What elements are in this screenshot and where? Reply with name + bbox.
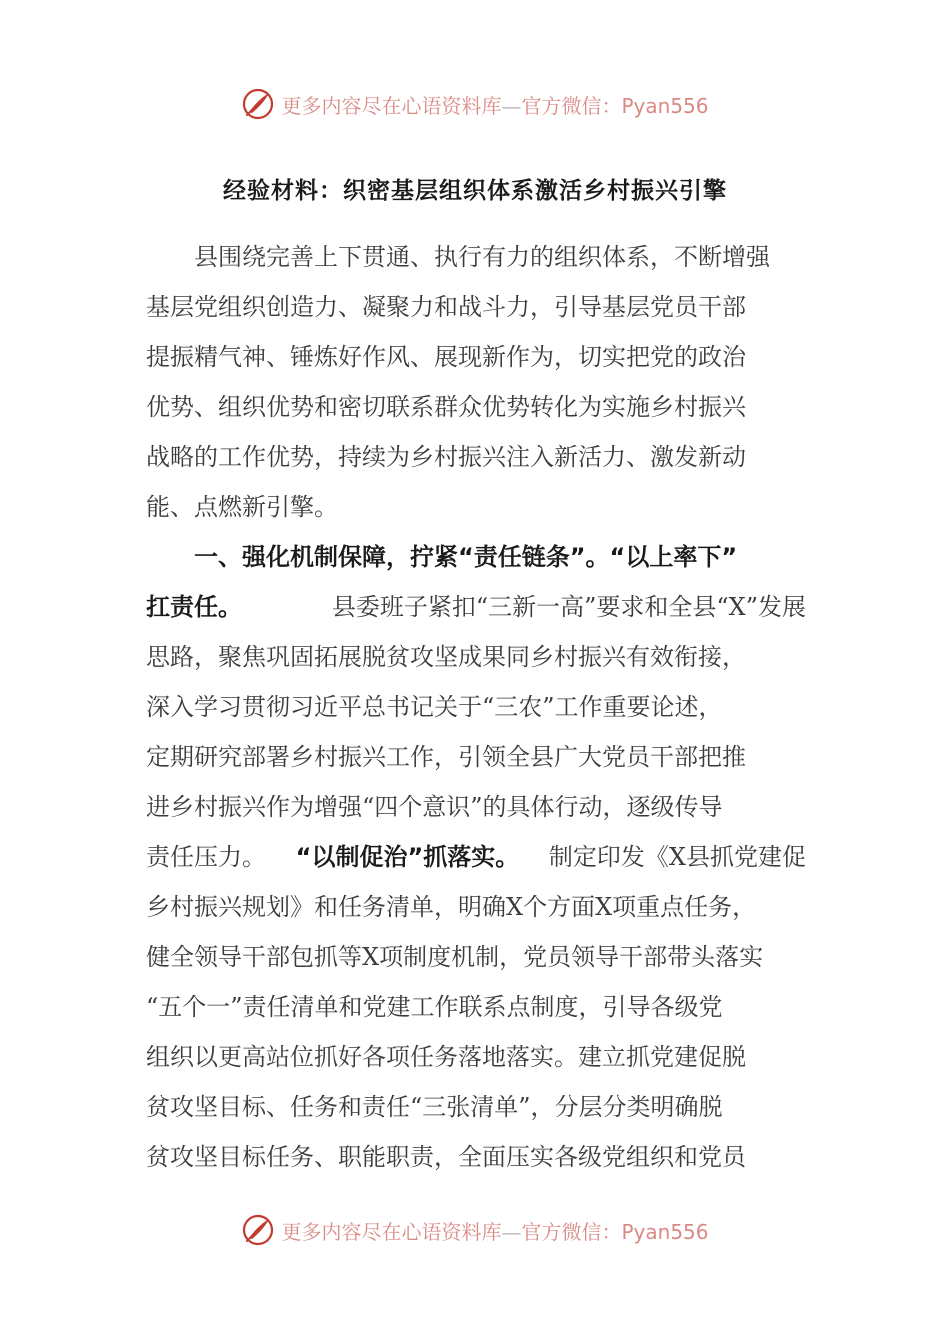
watermark-separator: —	[501, 93, 522, 118]
quill-logo-icon	[241, 1213, 275, 1247]
watermark-wechat-id: Pyan556	[621, 1219, 709, 1244]
body-line-rest: 县委班子紧扣“三新一高”要求和全县“X”发展	[331, 593, 806, 621]
body-line: 优势、组织优势和密切联系群众优势转化为实施乡村振兴	[146, 393, 746, 421]
document-title: 经验材料：织密基层组织体系激活乡村振兴引擎	[223, 178, 727, 204]
body-line-start: 责任压力。	[146, 843, 266, 871]
footer-watermark	[0, 1210, 950, 1250]
watermark-label: 官方微信：	[521, 1219, 622, 1244]
header-watermark	[0, 84, 950, 124]
body-line: 乡村振兴规划》和任务清单，明确X个方面X项重点任务，	[146, 893, 757, 921]
subheading-inline: “以制促治”抓落实。	[295, 843, 520, 871]
body-line: 贫攻坚目标、任务和责任“三张清单”，分层分类明确脱	[146, 1093, 723, 1121]
subheading-inline: 扛责任。	[146, 593, 242, 621]
watermark-wechat-id: Pyan556	[621, 93, 709, 118]
body-line	[146, 582, 806, 632]
body-line	[146, 832, 806, 882]
body-line: “五个一”责任清单和党建工作联系点制度，引导各级党	[146, 993, 723, 1021]
body-line: 思路，聚焦巩固拓展脱贫攻坚成果同乡村振兴有效衔接，	[146, 643, 746, 671]
body-line-rest: 制定印发《X县抓党建促	[548, 843, 806, 871]
watermark-brand: 更多内容尽在心语资料库	[281, 93, 502, 118]
body-line: 提振精气神、锤炼好作风、展现新作为，切实把党的政治	[146, 343, 746, 371]
watermark-text	[281, 90, 708, 119]
body-line: 能、点燃新引擎。	[146, 493, 338, 521]
body-line: 战略的工作优势，持续为乡村振兴注入新活力、激发新动	[146, 443, 746, 471]
body-line: 定期研究部署乡村振兴工作，引领全县广大党员干部把推	[146, 743, 746, 771]
body-line: 进乡村振兴作为增强“四个意识”的具体行动，逐级传导	[146, 793, 723, 821]
section-heading: 一、强化机制保障，拧紧“责任链条”。“以上率下”	[194, 543, 738, 571]
quill-logo-icon	[241, 87, 275, 121]
body-line: 深入学习贯彻习近平总书记关于“三农”工作重要论述，	[146, 693, 723, 721]
body-line: 贫攻坚目标任务、职能职责，全面压实各级党组织和党员	[146, 1143, 746, 1171]
watermark-label: 官方微信：	[521, 93, 622, 118]
watermark-separator: —	[501, 1219, 522, 1244]
document-body	[146, 232, 806, 1182]
body-line: 组织以更高站位抓好各项任务落地落实。建立抓党建促脱	[146, 1043, 746, 1071]
watermark-text	[281, 1216, 708, 1245]
body-line: 健全领导干部包抓等X项制度机制，党员领导干部带头落实	[146, 943, 764, 971]
body-line: 县围绕完善上下贯通、执行有力的组织体系，不断增强	[194, 243, 770, 271]
watermark-brand: 更多内容尽在心语资料库	[281, 1219, 502, 1244]
body-line: 基层党组织创造力、凝聚力和战斗力，引导基层党员干部	[146, 293, 746, 321]
